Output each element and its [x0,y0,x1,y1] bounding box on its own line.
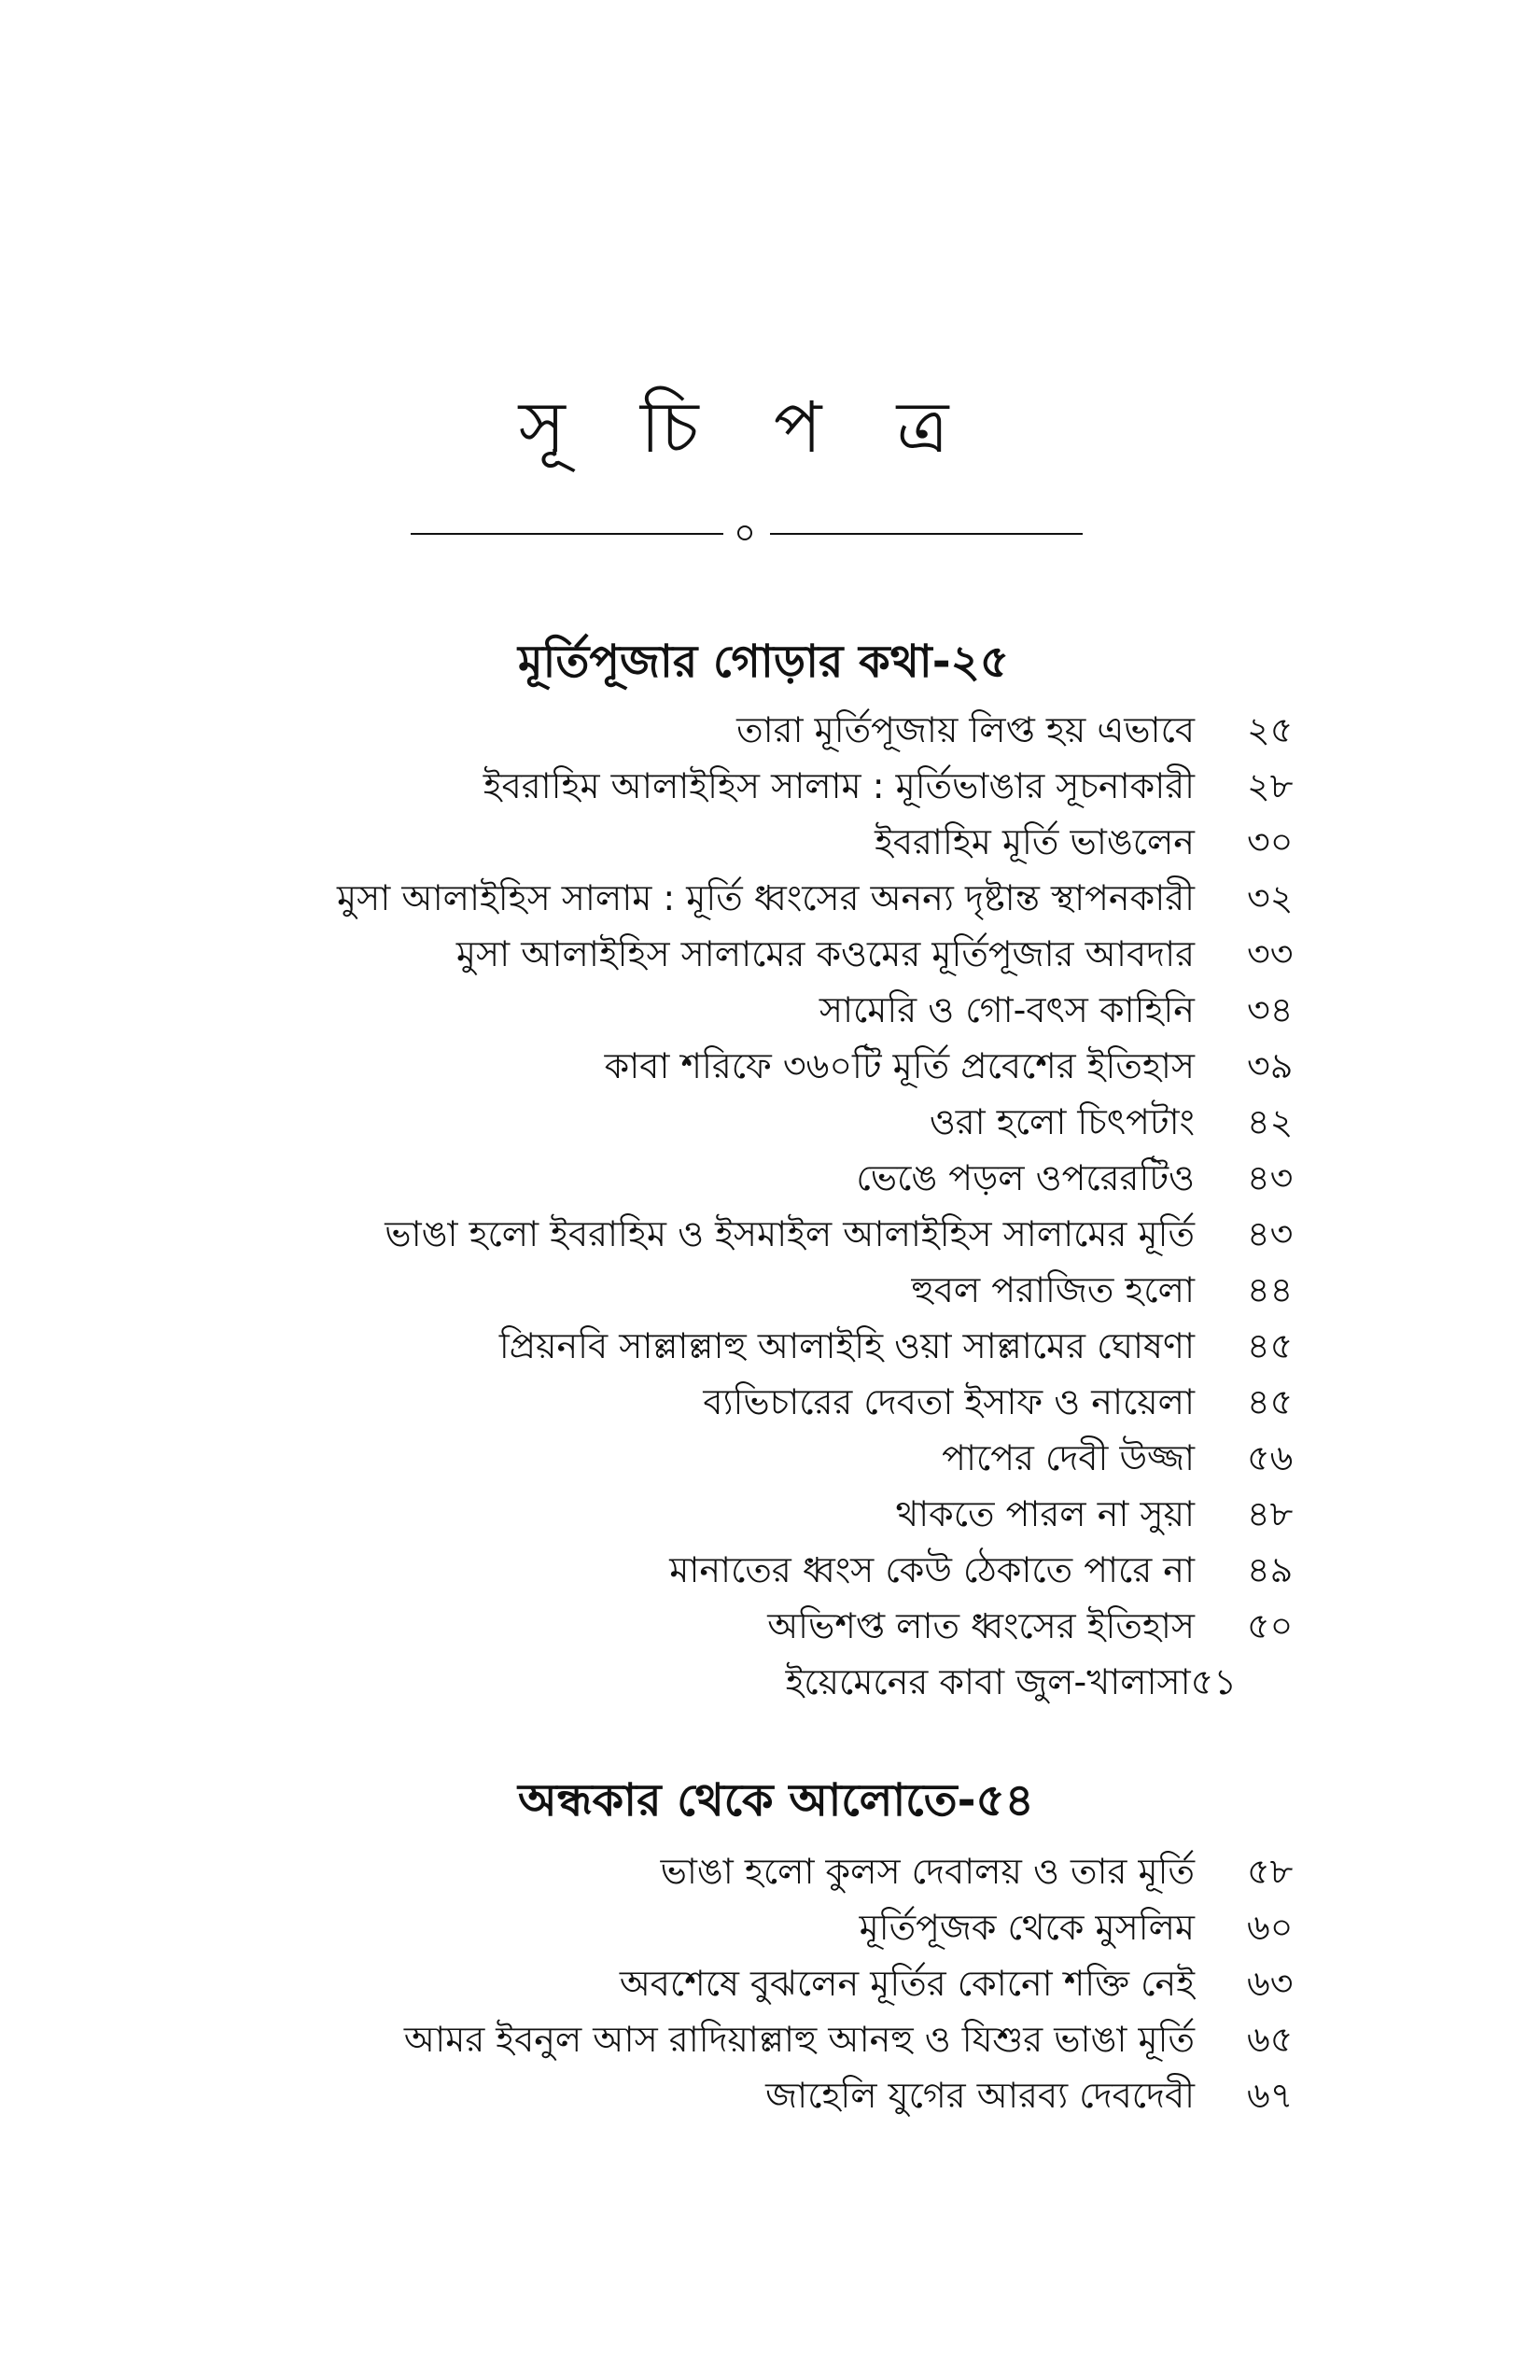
toc-entry-page: ৪৩ [1247,1157,1294,1198]
toc-entry[interactable] [0,1598,1540,1654]
divider-circle-ornament [737,525,752,540]
toc-entry[interactable] [0,1150,1540,1206]
toc-entry[interactable] [0,758,1540,814]
toc-entry-page: ৫০ [1247,1605,1294,1646]
toc-entry[interactable] [0,2067,1540,2123]
toc-entry[interactable] [0,1038,1540,1094]
toc-entry-page: ৩২ [1247,877,1294,918]
toc-entry[interactable] [0,1318,1540,1374]
toc-entry-page: ৪২ [1247,1101,1294,1142]
toc-entry-title: মুসা আলাইহিস সালাম : মূর্তি ধ্বংসের অনন্য দৃষ্টান্ত স্থাপনকারী [337,877,1195,918]
toc-entry[interactable] [0,2011,1540,2067]
toc-entry-title: মূর্তিপূজক থেকে মুসলিম [859,1907,1195,1948]
toc-entry[interactable] [0,1486,1540,1542]
divider-line-right [770,533,1083,535]
toc-entry-page: ২৫ [1247,709,1294,750]
toc-entry-title: ভাঙা হলো কুলস দেবালয় ও তার মূর্তি [660,1851,1195,1892]
toc-entry[interactable] [0,870,1540,926]
toc-entry-title: কাবা শরিফে ৩৬০টি মূর্তি প্রবেশের ইতিহাস [604,1045,1195,1086]
toc-entry-page: ৪৯ [1247,1549,1294,1590]
toc-entry-title: পাপের দেবী উজ্জা [942,1437,1195,1478]
toc-entry-title: ইবরাহিম মূর্তি ভাঙলেন [875,821,1195,862]
section-heading: অন্ধকার থেকে আলোতে-৫৪ [518,1774,1034,1827]
section-heading: মূর্তিপূজার গোড়ার কথা-২৫ [518,636,1009,688]
toc-entry-title: মানাতের ধ্বংস কেউ ঠেকাতে পারে না [669,1549,1195,1590]
toc-entry-page: ২৮ [1247,765,1294,806]
toc-entry[interactable] [0,926,1540,982]
toc-entry-title: আমর ইবনুল আস রাদিয়াল্লাহু আনহু ও যিশুর ভাঙা মূর্তি [403,2019,1195,2060]
toc-entry-title: ইবরাহিম আলাইহিস সালাম : মূর্তিভাঙার সূচনাকারী [483,765,1195,806]
toc-entry[interactable] [0,1430,1540,1486]
toc-entry[interactable] [0,1899,1540,1955]
toc-entry[interactable] [0,1206,1540,1262]
toc-entry-title: মুসা আলাইহিস সালামের কওমের মূর্তিপূজার আবদার [455,933,1195,974]
toc-entry[interactable] [0,1542,1540,1598]
toc-entry-page: ৫৬ [1247,1437,1294,1478]
toc-entry-title: তারা মূর্তিপূজায় লিপ্ত হয় এভাবে [736,709,1195,750]
toc-entry[interactable] [0,814,1540,870]
toc-entry[interactable] [0,1262,1540,1318]
toc-entry[interactable] [0,1654,1540,1710]
toc-entry-title: প্রিয়নবি সাল্লাল্লাহু আলাইহি ওয়া সাল্লামের ঘোষণা [498,1325,1195,1366]
toc-entry-page: ৬০ [1247,1907,1294,1948]
toc-entry-title: থাকতে পারল না সুয়া [895,1493,1195,1534]
toc-entry-page: ৪৪ [1247,1269,1294,1310]
toc-entry-title: অবশেষে বুঝলেন মূর্তির কোনো শক্তি নেই [619,1963,1195,2004]
toc-entry[interactable] [0,1843,1540,1899]
toc-entry-page: ৩৪ [1247,989,1294,1030]
toc-entry[interactable] [0,702,1540,758]
toc-entry[interactable] [0,982,1540,1038]
toc-entry[interactable] [0,1094,1540,1150]
toc-entry-title: সামেরি ও গো-বৎস কাহিনি [819,989,1195,1030]
toc-entry[interactable] [0,1955,1540,2011]
toc-entry-page: ৩৯ [1247,1045,1294,1086]
toc-entry-title: ওরা হলো চিৎপটাং [929,1101,1195,1142]
toc-entry-title: অভিশপ্ত লাত ধ্বংসের ইতিহাস [767,1605,1195,1646]
toc-entry-page: ৪৫ [1247,1381,1294,1422]
toc-entry-title: ভাঙা হলো ইবরাহিম ও ইসমাইল আলাইহিস সালামের মূর্তি [385,1213,1195,1254]
toc-entry-title: ভেঙে পড়ল ওপরেরটিও [856,1157,1195,1198]
toc-entry-page: ৩০ [1247,821,1294,862]
title-divider [411,523,1083,545]
toc-entry-title: হুবল পরাজিত হলো [911,1269,1195,1310]
toc-entry-page: ৬৫ [1247,2019,1294,2060]
toc-entry-page: ৪৩ [1247,1213,1294,1254]
toc-entry-title: ইয়েমেনের কাবা জুল-খালাসা৫১ [785,1661,1237,1702]
divider-line-left [411,533,723,535]
toc-entry[interactable] [0,1374,1540,1430]
toc-entry-page: ৬৭ [1247,2075,1294,2116]
toc-entry-title: ব্যভিচারের দেবতা ইসাফ ও নায়েলা [703,1381,1195,1422]
toc-entry-page: ৪৮ [1247,1493,1294,1534]
toc-entry-page: ৩৩ [1247,933,1294,974]
toc-entry-title: জাহেলি যুগের আরব্য দেবদেবী [765,2075,1195,2116]
toc-entry-page: ৫৮ [1247,1851,1294,1892]
toc-entry-page: ৪৫ [1247,1325,1294,1366]
page-title: সূ চি প ত্র [518,385,975,469]
toc-entry-page: ৬৩ [1247,1963,1294,2004]
